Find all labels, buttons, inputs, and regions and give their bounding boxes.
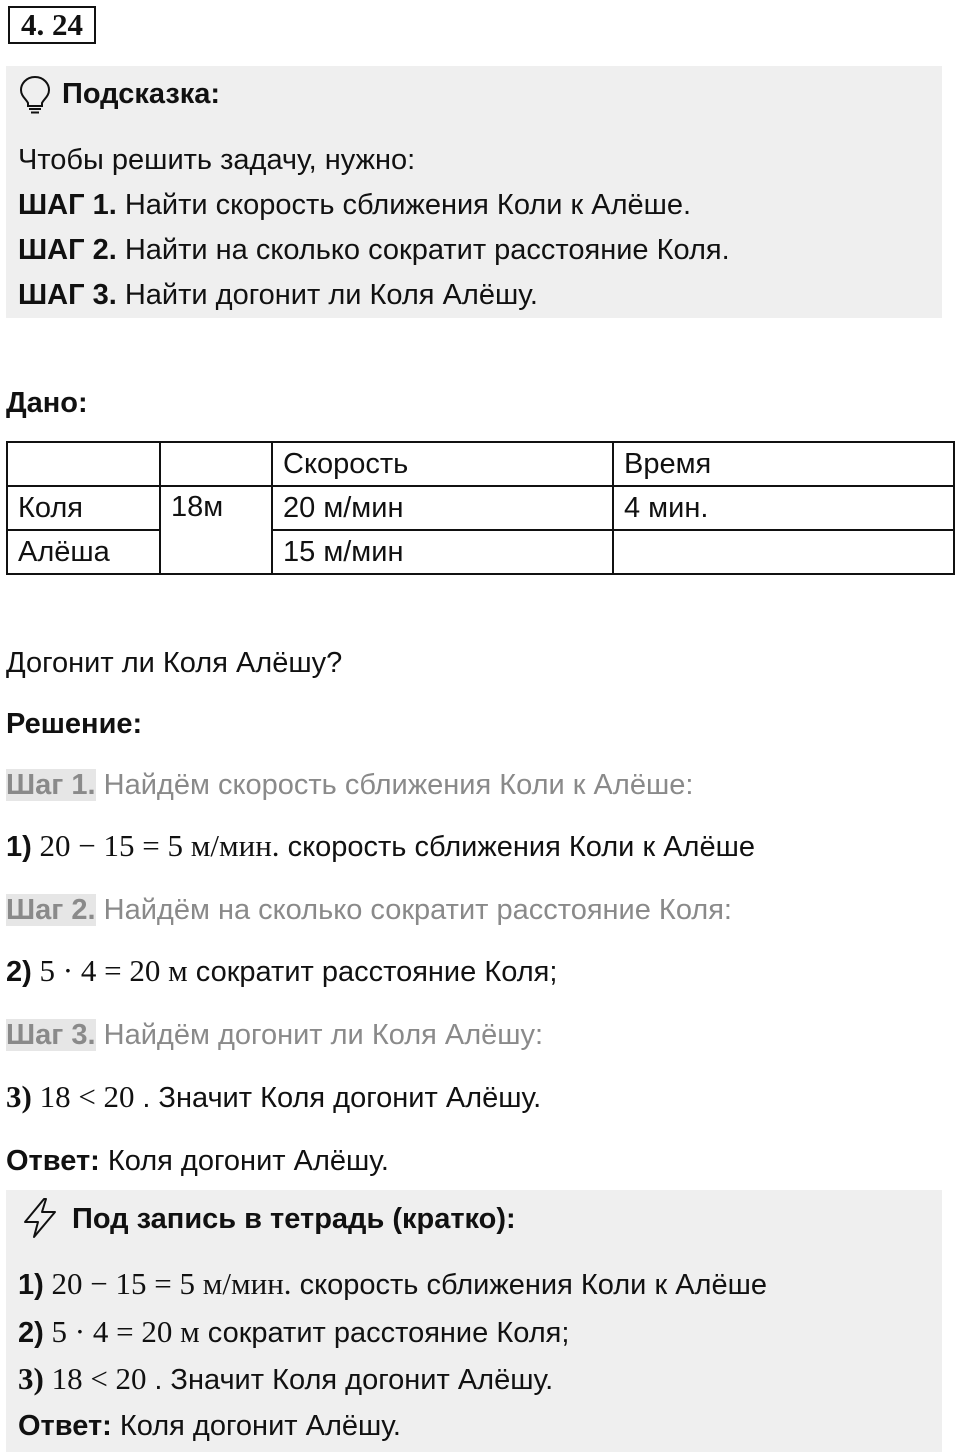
line-number: 1) <box>18 1269 44 1301</box>
answer-label: Ответ: <box>6 1145 100 1177</box>
hint-title: Подсказка: <box>62 78 221 110</box>
table-cell <box>613 530 954 574</box>
solution-step-3-heading <box>6 1017 543 1053</box>
answer-label: Ответ: <box>18 1410 112 1442</box>
line-text: . Значит Коля догонит Алёшу. <box>154 1364 554 1396</box>
line-text: сократит расстояние Коля; <box>199 1317 570 1349</box>
table-row <box>7 486 954 530</box>
solution-title: Решение: <box>6 708 143 740</box>
table-cell <box>7 442 160 486</box>
given-table <box>6 441 955 575</box>
step-label: Шаг 2. <box>6 894 96 926</box>
answer-text: Коля догонит Алёшу. <box>111 1410 401 1442</box>
table-cell: 20 м/мин <box>272 486 613 530</box>
math-expression: 20 − 15 = 5 м/мин. <box>43 1266 292 1301</box>
hint-step-3 <box>18 277 538 313</box>
math-expression: 20 − 15 = 5 м/мин. <box>31 828 280 863</box>
notebook-title: Под запись в тетрадь (кратко): <box>72 1203 516 1235</box>
lightbulb-icon <box>18 74 52 119</box>
notebook-line-2 <box>18 1314 569 1351</box>
solution-step-1-heading <box>6 767 693 803</box>
hint-step-label: ШАГ 2. <box>18 234 117 266</box>
table-cell: Скорость <box>272 442 613 486</box>
table-cell: Коля <box>7 486 160 530</box>
line-number: 3) <box>18 1361 44 1396</box>
hint-step-1 <box>18 187 691 223</box>
table-row <box>7 530 954 574</box>
table-cell <box>160 442 272 486</box>
line-text: скорость сближения Коли к Алёше <box>291 1269 767 1301</box>
math-expression: 5 · 4 = 20 м <box>31 953 188 988</box>
hint-intro: Чтобы решить задачу, нужно: <box>18 144 416 176</box>
math-expression: 18 < 20 <box>43 1361 155 1396</box>
line-number: 2) <box>18 1317 44 1349</box>
solution-line-3 <box>6 1079 541 1116</box>
question: Догонит ли Коля Алёшу? <box>6 647 343 679</box>
step-text: Найдём догонит ли Коля Алёшу: <box>95 1019 544 1051</box>
table-cell: Алёша <box>7 530 160 574</box>
table-cell: Время <box>613 442 954 486</box>
hint-step-text: Найти на сколько сократит расстояние Коля. <box>116 234 730 266</box>
notebook-line-3 <box>18 1361 553 1398</box>
hint-step-label: ШАГ 3. <box>18 279 117 311</box>
step-text: Найдём на сколько сократит расстояние Коля: <box>95 894 732 926</box>
line-number: 2) <box>6 956 32 988</box>
line-text: сократит расстояние Коля; <box>187 956 558 988</box>
line-text: . Значит Коля догонит Алёшу. <box>142 1082 542 1114</box>
given-title: Дано: <box>6 387 88 419</box>
line-text: скорость сближения Коли к Алёше <box>279 831 755 863</box>
line-number: 1) <box>6 831 32 863</box>
problem-number: 4. 24 <box>8 6 96 44</box>
lightning-icon <box>20 1196 60 1245</box>
hint-step-text: Найти догонит ли Коля Алёшу. <box>116 279 538 311</box>
hint-step-2 <box>18 232 730 268</box>
notebook-line-1 <box>18 1266 767 1303</box>
step-label: Шаг 3. <box>6 1019 96 1051</box>
solution-answer <box>6 1143 389 1179</box>
solution-line-1 <box>6 828 755 865</box>
solution-step-2-heading <box>6 892 732 928</box>
line-number: 3) <box>6 1079 32 1114</box>
step-label: Шаг 1. <box>6 769 96 801</box>
notebook-answer <box>18 1408 401 1444</box>
table-cell: 18м <box>160 486 272 574</box>
hint-step-text: Найти скорость сближения Коли к Алёше. <box>116 189 692 221</box>
math-expression: 18 < 20 <box>31 1079 143 1114</box>
solution-line-2 <box>6 953 557 990</box>
answer-text: Коля догонит Алёшу. <box>99 1145 389 1177</box>
table-cell: 4 мин. <box>613 486 954 530</box>
hint-step-label: ШАГ 1. <box>18 189 117 221</box>
math-expression: 5 · 4 = 20 м <box>43 1314 200 1349</box>
step-text: Найдём скорость сближения Коли к Алёше: <box>95 769 694 801</box>
table-cell: 15 м/мин <box>272 530 613 574</box>
table-row <box>7 442 954 486</box>
